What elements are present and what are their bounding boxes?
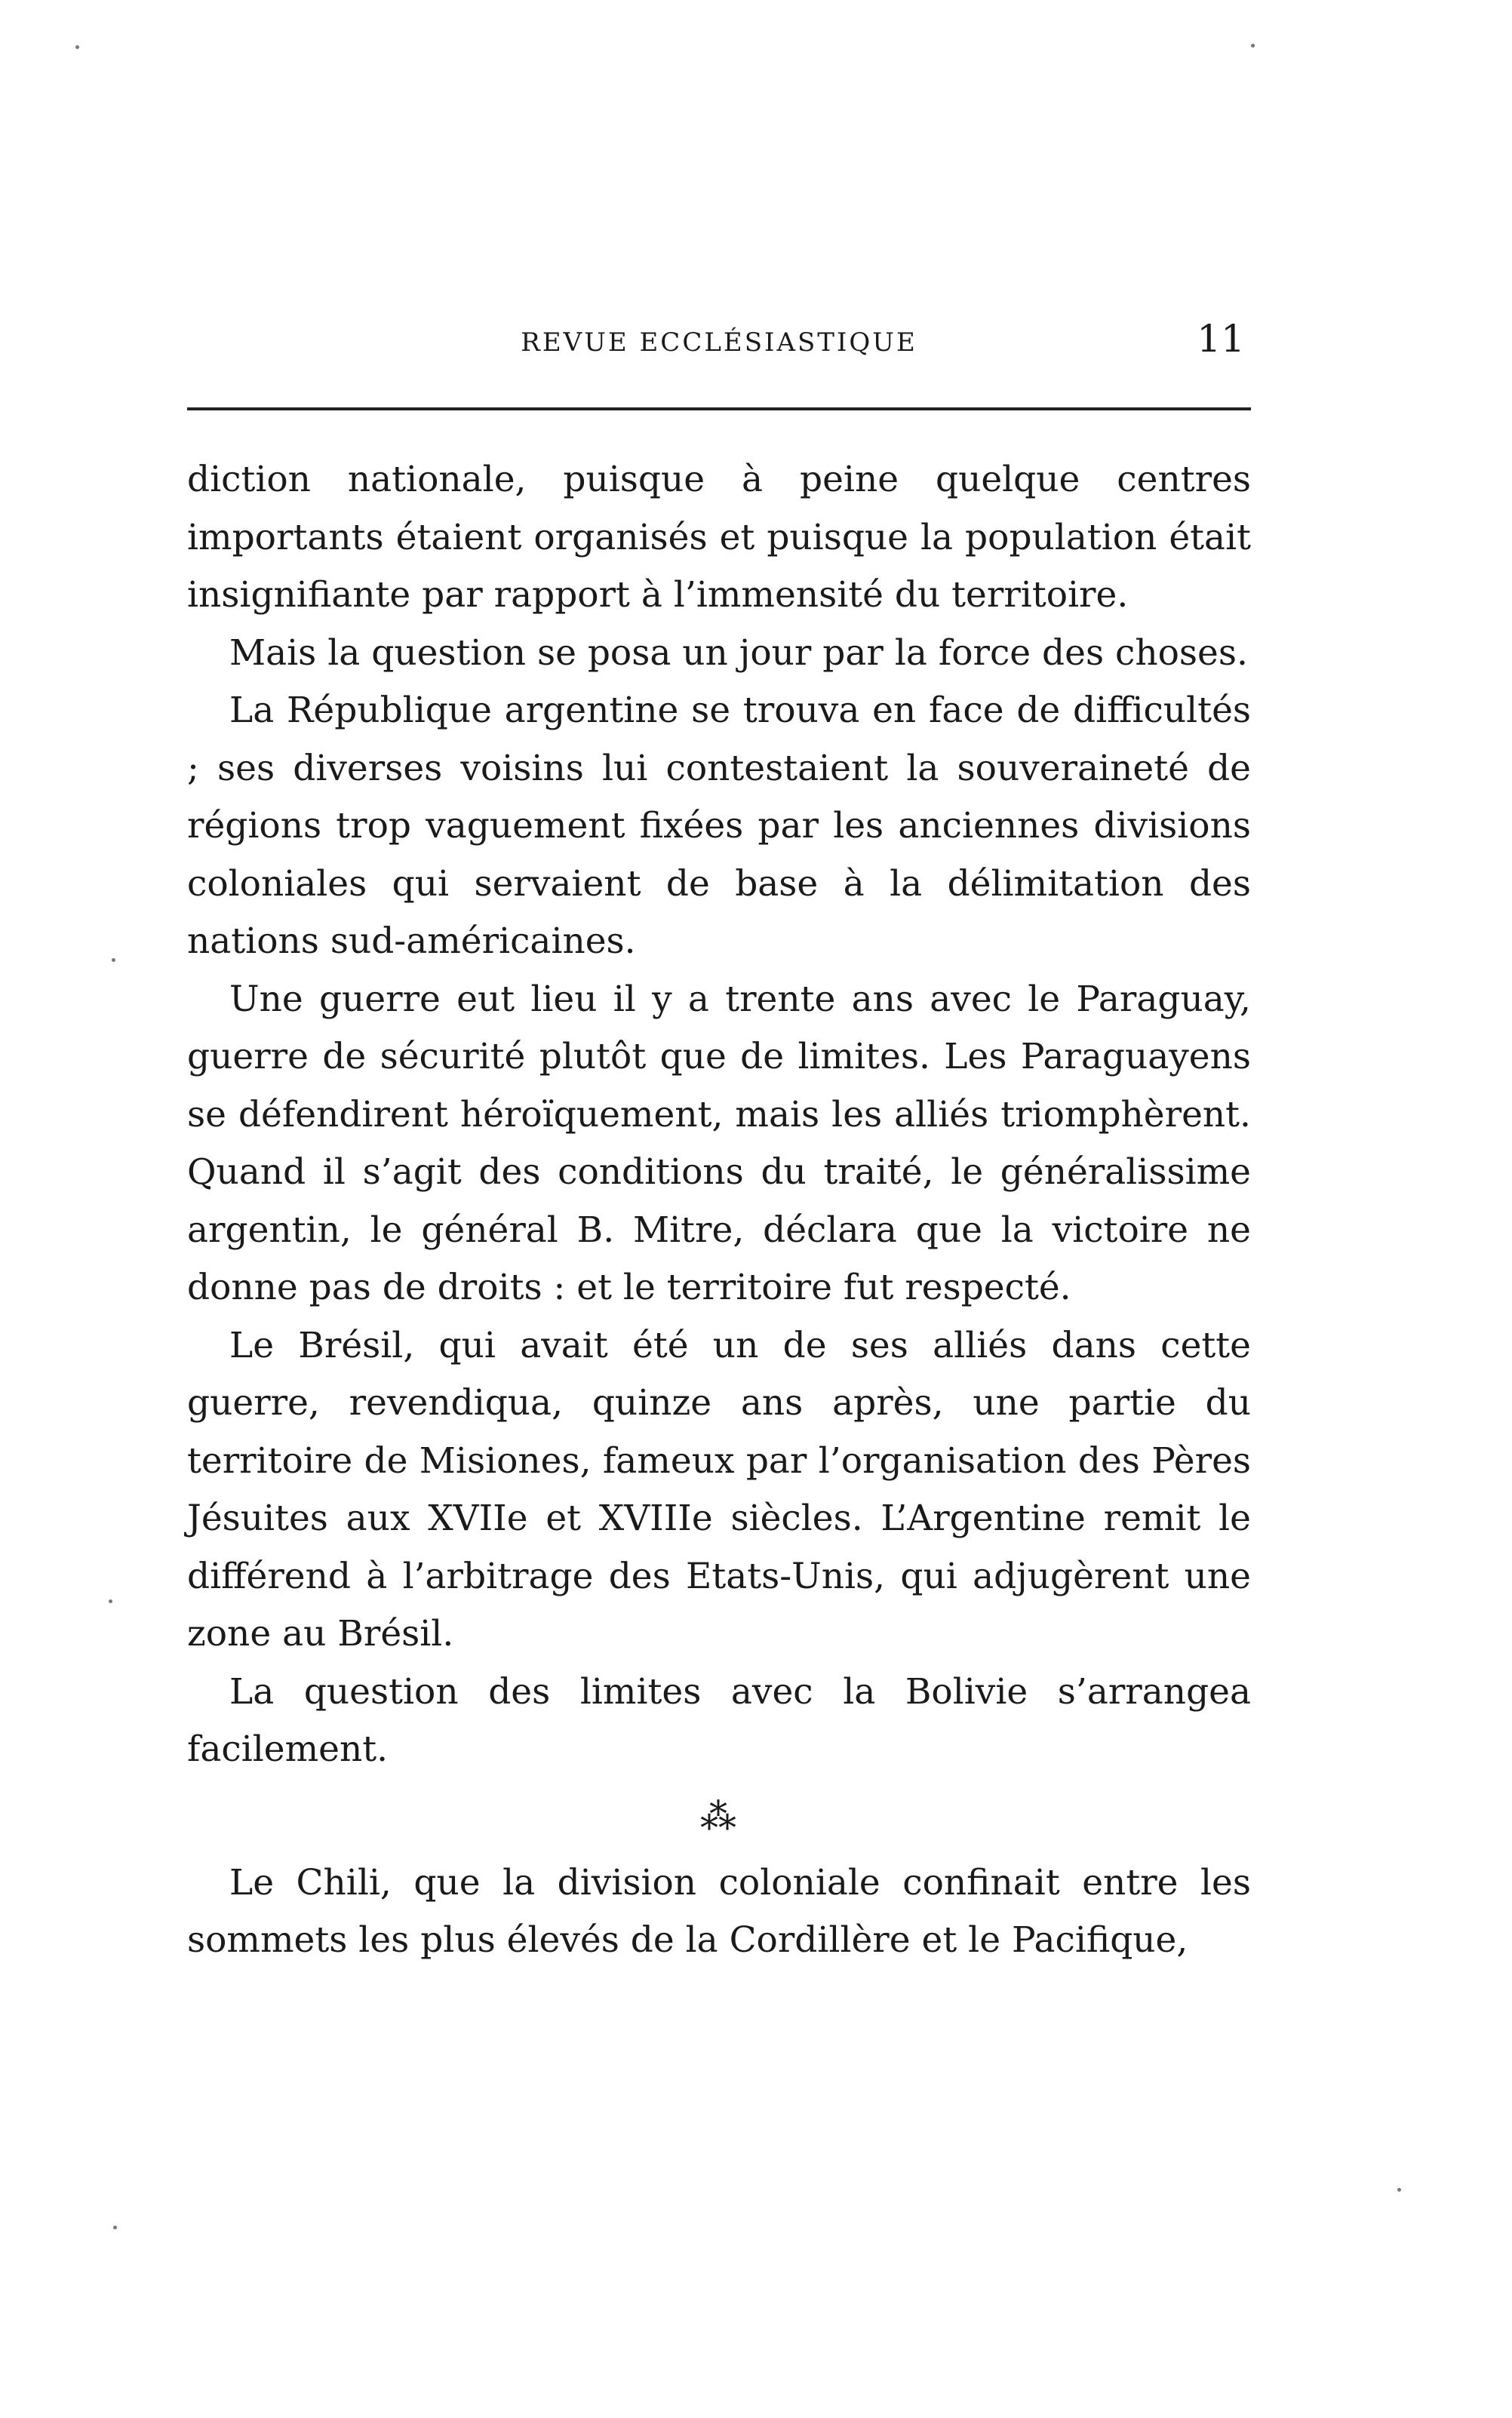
page-number: 11 [1197, 317, 1245, 361]
paragraph: Le Brésil, qui avait été un de ses alliés dans cette guerre, revendiqua, quinze ans après, une partie du territoire de Misiones, fameux par l’organisation des Pères Jésuites aux XVIIe et XVIIIe siècles. L’Argentine remit le différend à l’arbitrage des Etats-Unis, qui adjugèrent une zone au Brésil. [187, 1324, 1251, 1655]
section-separator: ⁂ [700, 1795, 738, 1838]
paragraph: diction nationale, puisque à peine quelque centres importants étaient organisés et puisque la population était insignifiante par rapport à l’immensité du territoire. [187, 459, 1251, 616]
header-rule [187, 407, 1251, 410]
print-speck [112, 958, 115, 962]
paragraph: Mais la question se posa un jour par la force des choses. [229, 631, 1248, 674]
print-speck [113, 2226, 117, 2229]
print-speck [1397, 2188, 1401, 2192]
running-title: REVUE ECCLÉSIASTIQUE [521, 327, 917, 358]
body-text [187, 451, 1251, 1970]
paragraph: Une guerre eut lieu il y a trente ans avec le Paraguay, guerre de sécurité plutôt que de limites. Les Paraguayens se défendirent héroïquement, mais les alliés triomphèrent. Quand il s’agit des conditions du traité, le généralissime argentin, le général B. Mitre, déclara que la victoire ne donne pas de droits : et le territoire fut respecté. [187, 978, 1251, 1308]
print-speck [75, 45, 79, 49]
print-speck [109, 1599, 112, 1603]
print-speck [1251, 44, 1255, 48]
paragraph: Le Chili, que la division coloniale confinait entre les sommets les plus élevés de la Cordillère et le Pacifique, [187, 1861, 1251, 1961]
paragraph: La question des limites avec la Bolivie s’arrangea facilement. [187, 1670, 1251, 1770]
running-head [187, 317, 1251, 370]
paragraph: La République argentine se trouva en face de difficultés ; ses diverses voisins lui contestaient la souveraineté de régions trop vaguement fixées par les anciennes divisions coloniales qui servaient de base à la délimitation des nations sud-américaines. [187, 690, 1251, 962]
